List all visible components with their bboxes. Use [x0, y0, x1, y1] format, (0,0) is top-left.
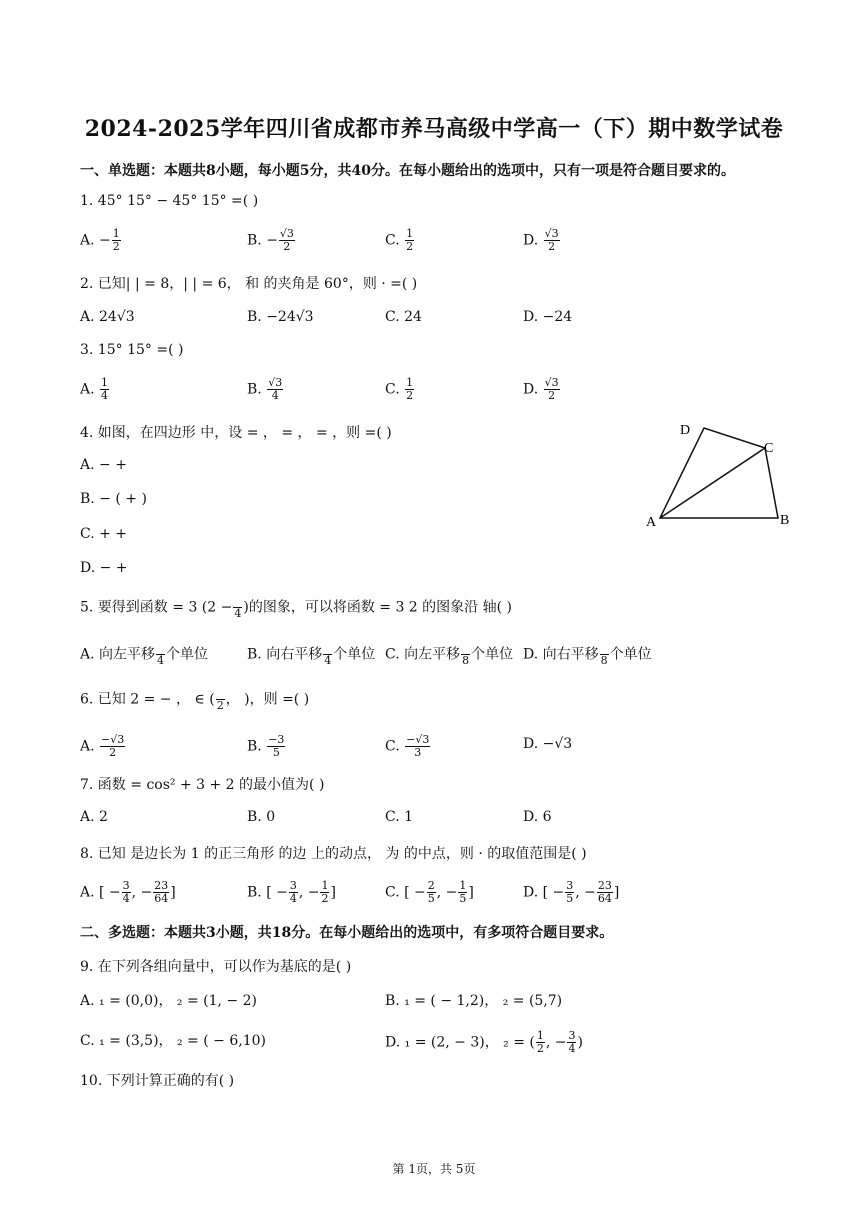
- q1-option-a: A. − $\frac{1}{2}$: [80, 227, 120, 254]
- vertex-label-c: C: [764, 441, 774, 456]
- q4-option-b: B. − ( + ): [80, 491, 147, 507]
- q4-option-c: C. + +: [80, 526, 128, 542]
- q9-option-d: D. ₁ = (2, − 3)， ₂ = ( $\frac{1}{2}$ , − $\frac{3}{4}$ ): [385, 1029, 583, 1056]
- q2-option-a: A. 24√3: [80, 309, 135, 325]
- question-3-stem: 3. 15° 15° =( ): [80, 342, 184, 358]
- question-1-stem: 1. 45° 15° − 45° 15° =( ): [80, 193, 259, 209]
- question-4-stem: 4. 如图，在四边形 中，设 = ， = ， = ，则 =( ): [80, 425, 392, 441]
- q4-option-a: A. − +: [80, 457, 127, 473]
- vertex-label-b: B: [780, 513, 790, 528]
- question-8-stem: 8. 已知 是边长为 1 的正三角形 的边 上的动点， 为 的中点，则 · 的取值范围是( ): [80, 846, 587, 862]
- q3-option-a: A. $\frac{1}{4}$: [80, 376, 109, 403]
- question-7-stem: 7. 函数 = cos² + 3 + 2 的最小值为( ): [80, 777, 325, 793]
- section-2-heading: 二、多选题：本题共3小题，共18分。在每小题给出的选项中，有多项符合题目要求。: [80, 925, 614, 941]
- q6-option-d: D. −√3: [523, 736, 573, 752]
- q6-option-b: B. $\frac{-3}{5}$: [247, 733, 285, 760]
- question-10-stem: 10. 下列计算正确的有( ): [80, 1073, 235, 1089]
- q2-option-c: C. 24: [385, 309, 422, 325]
- q5-option-a: A. 向左平移 4 个单位: [80, 642, 208, 667]
- q5-option-d: D. 向右平移 8 个单位: [523, 642, 652, 667]
- vertex-label-a: A: [646, 515, 657, 530]
- vertex-label-d: D: [680, 423, 691, 438]
- section-1-heading: 一、单选题：本题共8小题，每小题5分，共40分。在每小题给出的选项中，只有一项是符合题目要求的。: [80, 163, 735, 179]
- q9-option-c: C. ₁ = (3,5)， ₂ = ( − 6,10): [80, 1033, 266, 1049]
- q6-option-a: A. $\frac{-√3}{2}$: [80, 733, 125, 760]
- page-footer: 第 1页，共 5页: [392, 1162, 476, 1176]
- q7-option-c: C. 1: [385, 809, 414, 825]
- q7-option-a: A. 2: [80, 809, 108, 825]
- quadrilateral-figure: [640, 418, 800, 534]
- q5-option-c: C. 向左平移 8 个单位: [385, 642, 513, 667]
- question-9-stem: 9. 在下列各组向量中，可以作为基底的是( ): [80, 959, 352, 975]
- q1-option-d: D. $\frac{√3}{2}$: [523, 227, 559, 254]
- q1-option-c: C. $\frac{1}{2}$: [385, 227, 414, 254]
- q2-option-d: D. −24: [523, 309, 573, 325]
- quadrilateral-abcd: [660, 428, 778, 518]
- q3-option-d: D. $\frac{√3}{2}$: [523, 376, 559, 403]
- q7-option-d: D. 6: [523, 809, 552, 825]
- q2-option-b: B. −24√3: [247, 309, 314, 325]
- question-2-stem: 2. 已知| | = 8，| | = 6， 和 的夹角是 60°，则 · =( ): [80, 276, 418, 292]
- q9-option-b: B. ₁ = ( − 1,2)， ₂ = (5,7): [385, 993, 563, 1009]
- q8-option-c: C. [ − $\frac{2}{5}$ , − $\frac{1}{5}$ ]: [385, 879, 474, 906]
- q3-option-b: B. $\frac{√3}{4}$: [247, 376, 283, 403]
- question-5-stem: 5. 要得到函数 = 3 (2 − 4 )的图象，可以将函数 = 3 2 的图象沿 轴( ): [80, 595, 512, 620]
- q5-option-b: B. 向右平移 4 个单位: [247, 642, 375, 667]
- q4-option-d: D. − +: [80, 560, 128, 576]
- question-6-stem: 6. 已知 2 = − ， ∈ ( 2 ， )，则 =( ): [80, 687, 309, 712]
- diagonal-ac: [660, 448, 765, 518]
- paper-title: 2024-2025学年四川省成都市养马高级中学高一（下）期中数学试卷: [84, 116, 784, 142]
- q3-option-c: C. $\frac{1}{2}$: [385, 376, 414, 403]
- q6-option-c: C. $\frac{-√3}{3}$: [385, 733, 430, 760]
- q8-option-d: D. [ − $\frac{3}{5}$ , − $\frac{23}{64}$ ]: [523, 879, 620, 906]
- q1-option-b: B. − $\frac{√3}{2}$: [247, 227, 294, 254]
- q9-option-a: A. ₁ = (0,0)， ₂ = (1, − 2): [80, 993, 257, 1009]
- q8-option-b: B. [ − $\frac{3}{4}$ , − $\frac{1}{2}$ ]: [247, 879, 336, 906]
- q7-option-b: B. 0: [247, 809, 276, 825]
- q8-option-a: A. [ − $\frac{3}{4}$ , − $\frac{23}{64}$ ]: [80, 879, 176, 906]
